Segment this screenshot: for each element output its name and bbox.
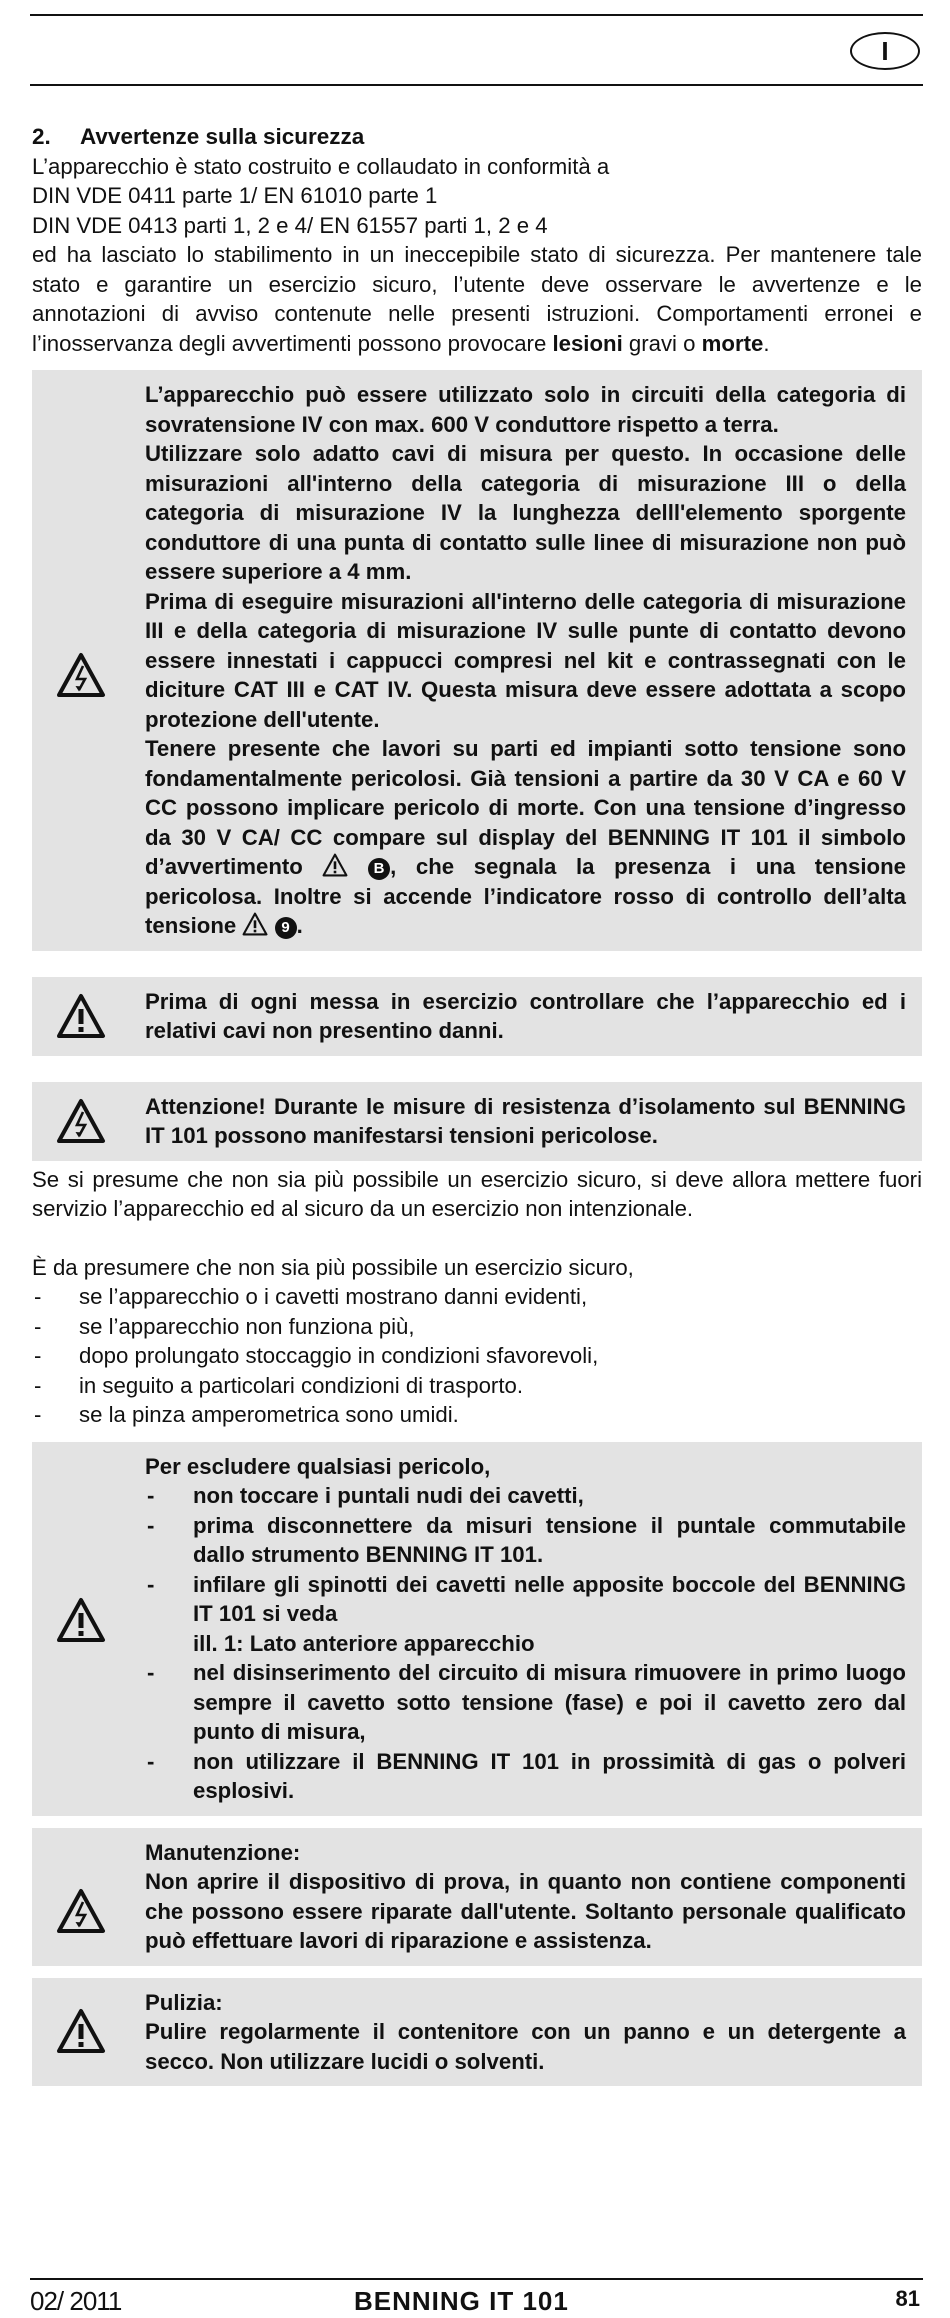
figure-reference: ill. 1: Lato anteriore apparecchio <box>193 1630 535 1656</box>
high-voltage-warning-icon <box>56 652 106 698</box>
warning-heading: Manutenzione: <box>145 1839 301 1865</box>
top-rule <box>30 14 923 16</box>
list-item: - se l’apparecchio non funziona più, <box>32 1312 922 1342</box>
intro-paragraph <box>32 240 922 358</box>
header-rule <box>30 84 923 86</box>
warning-heading: Pulizia: <box>145 1989 223 2015</box>
intro-line: DIN VDE 0413 parti 1, 2 e 4/ EN 61557 parti 1, 2 e 4 <box>32 212 548 238</box>
warning-box-cleaning <box>32 1978 922 2087</box>
footer-product-name: BENNING IT 101 <box>354 2286 569 2316</box>
warning-icon <box>56 2008 106 2054</box>
precautions-list <box>145 1481 906 1806</box>
list-item-text: infilare gli spinotti dei cavetti nelle apposite boccole del BENNING IT 101 si veda <box>193 1571 906 1626</box>
warning-box-voltage <box>32 370 922 951</box>
intro-text: ed ha lasciato lo stabilimento in un ineccepibile stato di sicurezza. Per mantenere tale stato e garantire un esercizio sicuro, l’utente deve osservare le avvertenze e le annotazioni di avviso contenute nelle presenti istruzioni. Comportamenti erronei e l’inosservanza degli avvertimenti possono provocare <box>32 242 922 356</box>
unsafe-operation-paragraph: Se si presume che non sia più possibile un esercizio sicuro, si deve allora mettere fuori servizio l’apparecchio ed al sicuro da un esercizio non intenzionale. <box>32 1166 922 1221</box>
section-title: Avvertenze sulla sicurezza <box>80 124 365 149</box>
warning-text: Tenere presente che lavori su parti ed impianti sotto tensione sono fondamentalmente pericolosi. Già tensioni a partire da 30 V CA e 60 V CC possono implicare pericolo di morte. Con una tensione d’ingresso da 30 V CA/ CC compare sul display del BENNING IT 101 il simbolo d’avvertimento <box>145 736 906 879</box>
warning-text: Pulire regolarmente il contenitore con un panno e un detergente a secco. Non utilizzare lucidi o solventi. <box>145 2019 906 2074</box>
list-item: - dopo prolungato stoccaggio in condizioni sfavorevoli, <box>32 1341 922 1371</box>
warning-box-precautions <box>32 1442 922 1816</box>
warning-symbol-icon <box>322 853 348 877</box>
list-item: - in seguito a particolari condizioni di trasporto. <box>32 1371 922 1401</box>
page-content <box>32 122 922 2086</box>
list-item: - non toccare i puntali nudi dei cavetti, <box>145 1481 906 1511</box>
list-intro: È da presumere che non sia più possibile un esercizio sicuro, <box>32 1254 634 1280</box>
footer-rule <box>30 2278 923 2280</box>
intro-text-mid: gravi o <box>622 330 702 356</box>
warning-icon <box>56 993 106 1039</box>
high-voltage-warning-icon <box>56 1098 106 1144</box>
section-number: 2. <box>32 124 51 149</box>
warning-box-insulation <box>32 1082 922 1161</box>
warning-text: . <box>296 913 303 938</box>
warning-box-inspection <box>32 977 922 1056</box>
intro-text-end: . <box>763 330 770 356</box>
language-badge: I <box>850 32 920 70</box>
warning-symbol-icon <box>242 912 268 936</box>
warning-paragraph: Utilizzare solo adatto cavi di misura per questo. In occasione delle misurazioni all'interno della categoria di misurazione III o della categoria di misurazione IV la lunghezza delll'elemento sporgente conduttore di una punta di contatto sulle linee di misurazione non può essere superiore a 4 mm. <box>145 441 906 584</box>
high-voltage-warning-icon <box>56 1888 106 1934</box>
intro-bold-death: morte <box>701 330 764 356</box>
indicator-number: 9 <box>275 917 297 939</box>
unsafe-conditions-list <box>32 1282 922 1430</box>
warning-paragraph <box>145 734 906 941</box>
warning-paragraph: L’apparecchio può essere utilizzato solo in circuiti della categoria di sovratensione IV con max. 600 V conduttore rispetto a terra. <box>145 382 906 437</box>
section-heading <box>32 122 922 152</box>
warning-icon <box>56 1597 106 1643</box>
display-indicator-number: B <box>368 858 390 880</box>
warning-paragraph: Prima di eseguire misurazioni all'interno delle categoria di misurazione III e della categoria di misurazione IV sulle punte di contatto devono essere innestati i cappucci compresi nel kit e contrassegnati con le diciture CAT III e CAT IV. Questa misura deve essere adottata a scopo protezione dell'utente. <box>145 588 906 732</box>
footer-date: 02/ 2011 <box>30 2286 122 2316</box>
page-number: 81 <box>895 2286 920 2311</box>
intro-line: L’apparecchio è stato costruito e collaudato in conformità a <box>32 153 610 179</box>
list-item: - se l’apparecchio o i cavetti mostrano danni evidenti, <box>32 1282 922 1312</box>
list-item: - non utilizzare il BENNING IT 101 in prossimità di gas o polveri esplosivi. <box>145 1747 906 1806</box>
warning-text: Prima di ogni messa in esercizio controllare che l’apparecchio ed i relativi cavi non presentino danni. <box>145 988 906 1043</box>
warning-heading: Per escludere qualsiasi pericolo, <box>145 1453 491 1479</box>
warning-text: Attenzione! Durante le misure di resistenza d’isolamento sul BENNING IT 101 possono manifestarsi tensioni pericolose. <box>145 1093 906 1148</box>
warning-text: , che segnala la presenza i una tensione pericolosa. Inoltre si accende l’indicatore rosso di controllo dell’alta tensione <box>145 854 906 938</box>
list-item: - prima disconnettere da misuri tensione il puntale commutabile dallo strumento BENNING IT 101. <box>145 1511 906 1570</box>
intro-bold-injuries: lesioni <box>552 330 623 356</box>
intro-line: DIN VDE 0411 parte 1/ EN 61010 parte 1 <box>32 183 438 208</box>
warning-box-maintenance <box>32 1828 922 1966</box>
list-item <box>145 1570 906 1659</box>
list-item: - nel disinserimento del circuito di misura rimuovere in primo luogo sempre il cavetto sotto tensione (fase) e poi il cavetto zero dal punto di misura, <box>145 1658 906 1747</box>
list-item: - se la pinza amperometrica sono umidi. <box>32 1400 922 1430</box>
warning-text: Non aprire il dispositivo di prova, in quanto non contiene componenti che possono essere riparate dall'utente. Soltanto personale qualificato può effettuare lavori di riparazione e assistenza. <box>145 1869 906 1953</box>
